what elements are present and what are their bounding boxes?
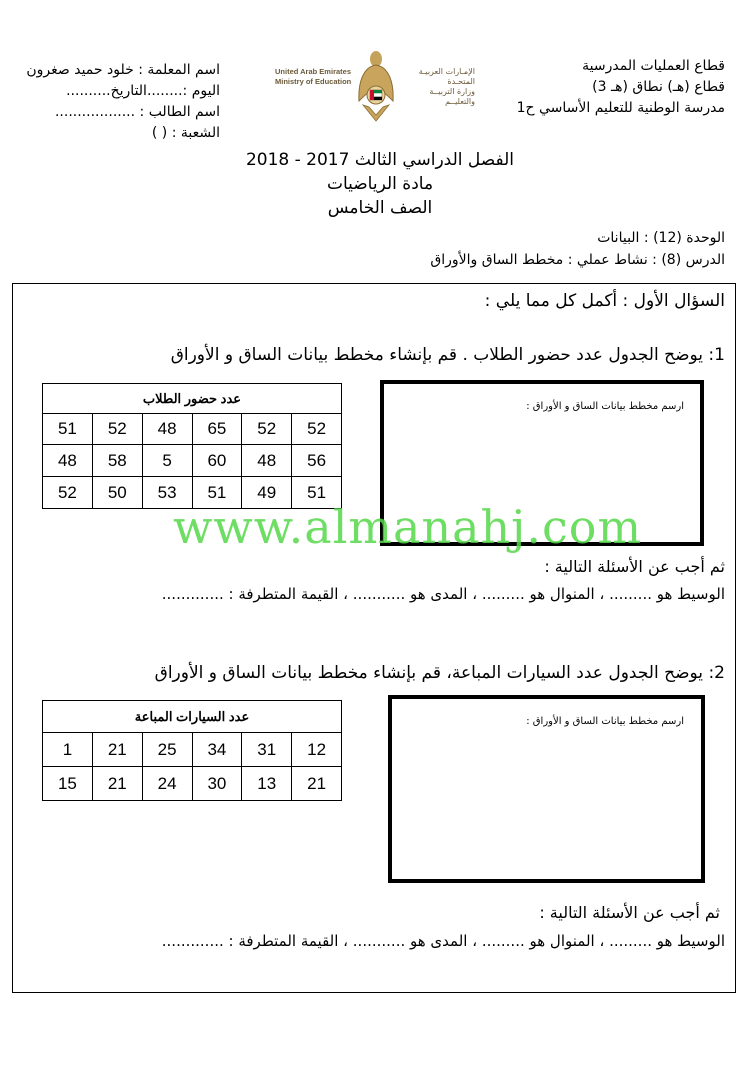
table-cell: 52 [242, 414, 292, 445]
table-cell: 60 [192, 445, 242, 477]
q1-followup: ثم أجب عن الأسئلة التالية : [544, 557, 725, 576]
table-cell: 21 [92, 733, 142, 767]
table-cell: 5 [142, 445, 192, 477]
unit-line: الوحدة (12) : البيانات [597, 230, 725, 246]
table-cell: 56 [292, 445, 342, 477]
table-cell: 65 [192, 414, 242, 445]
student-name-line: اسم الطالب : .................. [54, 104, 220, 120]
table-cell: 50 [92, 477, 142, 509]
table-cell: 52 [43, 477, 93, 509]
q2-prompt: 2: يوضح الجدول عدد السيارات المباعة، قم بإنشاء مخطط بيانات الساق و الأوراق [154, 663, 725, 683]
table-cell: 58 [92, 445, 142, 477]
table-cell: 51 [292, 477, 342, 509]
q2-data-table [42, 700, 342, 801]
table-row [43, 767, 342, 801]
school-sector-zone: قطاع (هـ) نطاق (هـ 3) [592, 79, 725, 95]
watermark: www.almanahj.com [173, 500, 643, 554]
table-cell: 24 [142, 767, 192, 801]
q1-prompt: 1: يوضح الجدول عدد حضور الطلاب . قم بإنشاء مخطط بيانات الساق و الأوراق [170, 345, 725, 365]
q2-answer-line[interactable]: الوسيط هو ......... ، المنوال هو ......... ، المدى هو ........... ، القيمة المتطرفة : ............. [161, 932, 725, 950]
table-cell: 34 [192, 733, 242, 767]
table-cell: 48 [142, 414, 192, 445]
semester-title: الفصل الدراسي الثالث 2017 - 2018 [245, 150, 515, 170]
grade-title: الصف الخامس [327, 198, 433, 218]
school-ops-sector: قطاع العمليات المدرسية [582, 58, 725, 74]
table-cell: 51 [43, 414, 93, 445]
title-block [200, 148, 560, 220]
table-cell: 21 [292, 767, 342, 801]
table-cell: 30 [192, 767, 242, 801]
emblem-ar-line1: الإمـارات العربيـة المتحـدة [418, 67, 475, 86]
table-row [43, 733, 342, 767]
school-name: مدرسة الوطنية للتعليم الأساسي ح1 [516, 100, 725, 116]
emblem-en-line1: United Arab Emirates [275, 67, 351, 76]
question-heading: السؤال الأول : أكمل كل مما يلي : [484, 291, 725, 311]
unit-lesson-block [380, 227, 725, 271]
q2-followup: ثم أجب عن الأسئلة التالية : [539, 903, 720, 922]
table-cell: 21 [92, 767, 142, 801]
table-row [43, 414, 342, 445]
q2-draw-label: ارسم مخطط بيانات الساق و الأوراق : [526, 716, 684, 727]
q1-answer-line[interactable]: الوسيط هو ......... ، المنوال هو ......... ، المدى هو ........... ، القيمة المتطرفة : ............. [161, 585, 725, 603]
q2-table-title: عدد السيارات المباعة [43, 701, 342, 733]
table-cell: 48 [242, 445, 292, 477]
table-cell: 12 [292, 733, 342, 767]
q1-draw-label: ارسم مخطط بيانات الساق و الأوراق : [526, 401, 684, 412]
school-info [480, 56, 725, 119]
q1-data-table [42, 383, 342, 509]
emblem-en-line2: Ministry of Education [275, 77, 352, 86]
day-date-line: اليوم :........التاريخ.......... [66, 83, 220, 99]
table-cell: 31 [242, 733, 292, 767]
subject-title: مادة الرياضيات [326, 174, 434, 194]
table-cell: 52 [92, 414, 142, 445]
ministry-logo [275, 45, 475, 127]
table-cell: 15 [43, 767, 93, 801]
lesson-line: الدرس (8) : نشاط عملي : مخطط الساق والأوراق [430, 252, 725, 268]
table-row [43, 445, 342, 477]
emblem-ar-line2: وزارة التربيــة والتعليــم [429, 87, 475, 106]
uae-falcon-emblem-icon [355, 45, 397, 127]
table-cell: 1 [43, 733, 93, 767]
table-cell: 51 [192, 477, 242, 509]
table-cell: 48 [43, 445, 93, 477]
teacher-name: اسم المعلمة : خلود حميد صغرون [26, 62, 220, 78]
table-cell: 52 [292, 414, 342, 445]
teacher-info [10, 60, 220, 144]
table-cell: 13 [242, 767, 292, 801]
table-cell: 25 [142, 733, 192, 767]
q1-table-title: عدد حضور الطلاب [43, 384, 342, 414]
section-line: الشعبة : ( ) [151, 125, 220, 141]
table-cell: 53 [142, 477, 192, 509]
table-cell: 49 [242, 477, 292, 509]
